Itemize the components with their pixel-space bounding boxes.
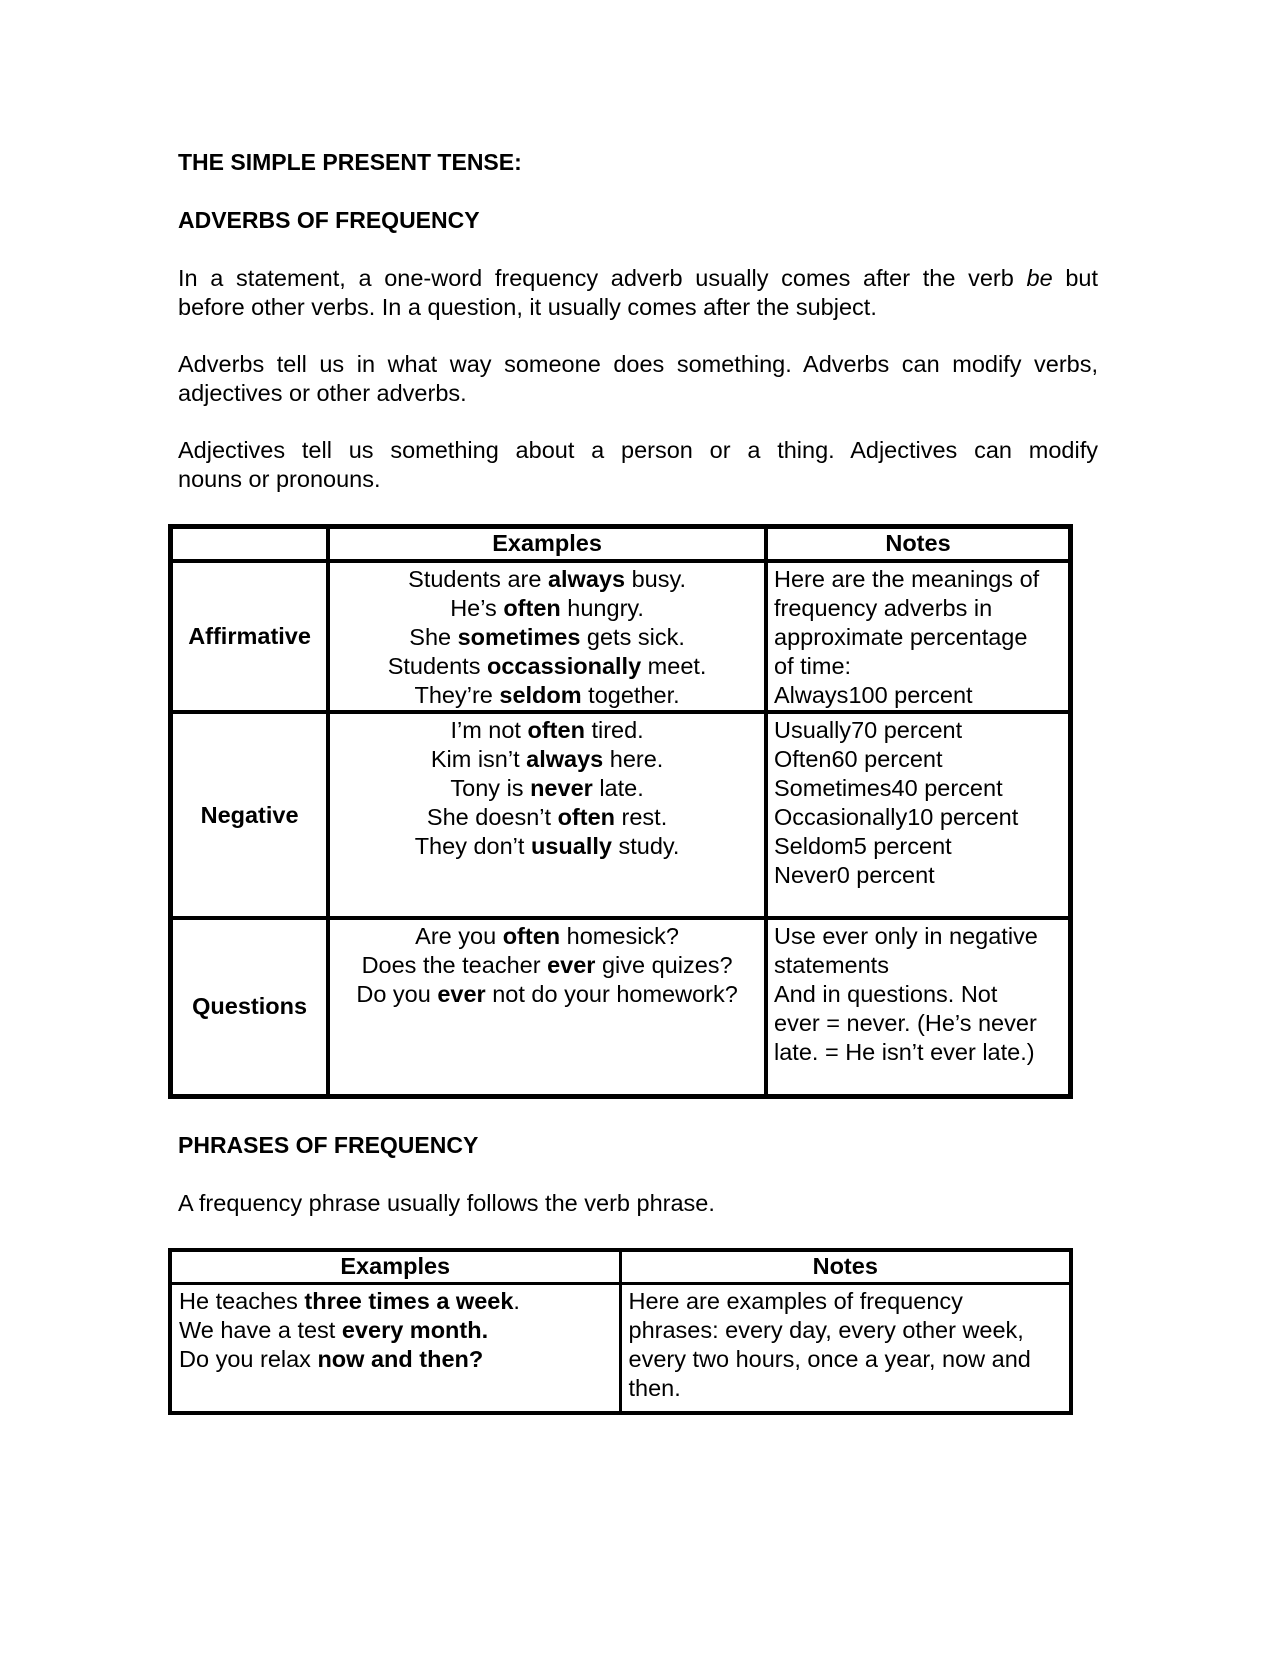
example-line: Does the teacher ever give quizes? (361, 952, 733, 978)
page-title: THE SIMPLE PRESENT TENSE: (178, 149, 522, 175)
example-line: She doesn’t often rest. (426, 804, 668, 830)
percentage-row: Sometimes40 percent (774, 775, 1003, 801)
example-line: Tony is never late. (450, 775, 644, 801)
questions-examples (328, 918, 766, 1096)
phrase-examples (170, 1284, 620, 1414)
note-line: Use ever only in negative (774, 923, 1038, 949)
note-line: every two hours, once a year, now and (628, 1346, 1031, 1372)
intro-p1-line1: In a statement, a one-word frequency adverb usually comes after the verb be but (178, 265, 1098, 291)
example-line: He teaches three times a week. (179, 1288, 520, 1314)
example-line: I’m not often tired. (450, 717, 644, 743)
note-line: statements (774, 952, 889, 978)
row-label-affirmative: Affirmative (171, 561, 329, 712)
example-line: He’s often hungry. (450, 595, 644, 621)
phrase-notes (620, 1284, 1071, 1414)
table-row-negative (171, 712, 1071, 918)
affirmative-notes (766, 561, 1071, 712)
example-line: Kim isn’t always here. (430, 746, 664, 772)
example-line: They’re seldom together. (414, 682, 680, 708)
example-line: Are you often homesick? (415, 923, 679, 949)
example-line: They don’t usually study. (414, 833, 680, 859)
header-notes: Notes (766, 527, 1071, 562)
note-line: late. = He isn’t ever late.) (774, 1039, 1035, 1065)
note-line: ever = never. (He’s never (774, 1010, 1037, 1036)
example-line: Students are always busy. (408, 566, 686, 592)
header-notes: Notes (620, 1250, 1071, 1284)
percentage-row: Occasionally10 percent (774, 804, 1019, 830)
note-line: frequency adverbs in (774, 595, 993, 621)
table-row-questions (171, 918, 1071, 1096)
questions-notes (766, 918, 1071, 1096)
intro-p2-line1: Adverbs tell us in what way someone does something. Adverbs can modify verbs, (178, 351, 1098, 377)
header-empty-cell (171, 527, 329, 562)
example-line: She sometimes gets sick. (409, 624, 685, 650)
intro-p3-line1: Adjectives tell us something about a person or a thing. Adjectives can modify (178, 437, 1098, 463)
section-heading-adverbs: ADVERBS OF FREQUENCY (178, 207, 480, 233)
example-line: We have a test every month. (179, 1317, 489, 1343)
intro-p3-line2: nouns or pronouns. (178, 466, 381, 492)
percentage-row: Always100 percent (774, 682, 973, 708)
note-line: Here are the meanings of (774, 566, 1040, 592)
intro-paragraph-2 (178, 350, 1098, 408)
note-line: Here are examples of frequency (628, 1288, 963, 1314)
row-label-negative: Negative (171, 712, 329, 918)
example-line: Students occassionally meet. (387, 653, 707, 679)
example-line: Do you ever not do your homework? (356, 981, 738, 1007)
example-line: Do you relax now and then? (179, 1346, 484, 1372)
negative-notes (766, 712, 1071, 918)
percentage-row: Often60 percent (774, 746, 943, 772)
intro-p2-line2: adjectives or other adverbs. (178, 380, 467, 406)
affirmative-examples (328, 561, 766, 712)
phrases-of-frequency-table (168, 1248, 1073, 1415)
table-header-row (170, 1250, 1071, 1284)
note-line: phrases: every day, every other week, (628, 1317, 1024, 1343)
note-line: approximate percentage (774, 624, 1028, 650)
section-heading-phrases: PHRASES OF FREQUENCY (178, 1132, 479, 1158)
intro-paragraph-3 (178, 436, 1098, 494)
note-line: And in questions. Not (774, 981, 998, 1007)
percentage-row: Seldom5 percent (774, 833, 952, 859)
note-line: of time: (774, 653, 852, 679)
negative-examples (328, 712, 766, 918)
table-header-row (171, 527, 1071, 562)
table-row (170, 1284, 1071, 1414)
table-row-affirmative (171, 561, 1071, 712)
phrases-intro: A frequency phrase usually follows the verb phrase. (178, 1190, 715, 1216)
percentage-row: Usually70 percent (774, 717, 963, 743)
note-line: then. (628, 1375, 681, 1401)
row-label-questions: Questions (171, 918, 329, 1096)
intro-p1-line2: before other verbs. In a question, it usually comes after the subject. (178, 294, 877, 320)
header-examples: Examples (170, 1250, 620, 1284)
percentage-row: Never0 percent (774, 862, 935, 888)
intro-paragraph-1 (178, 264, 1098, 322)
adverbs-of-frequency-table (168, 524, 1073, 1099)
header-examples: Examples (328, 527, 766, 562)
